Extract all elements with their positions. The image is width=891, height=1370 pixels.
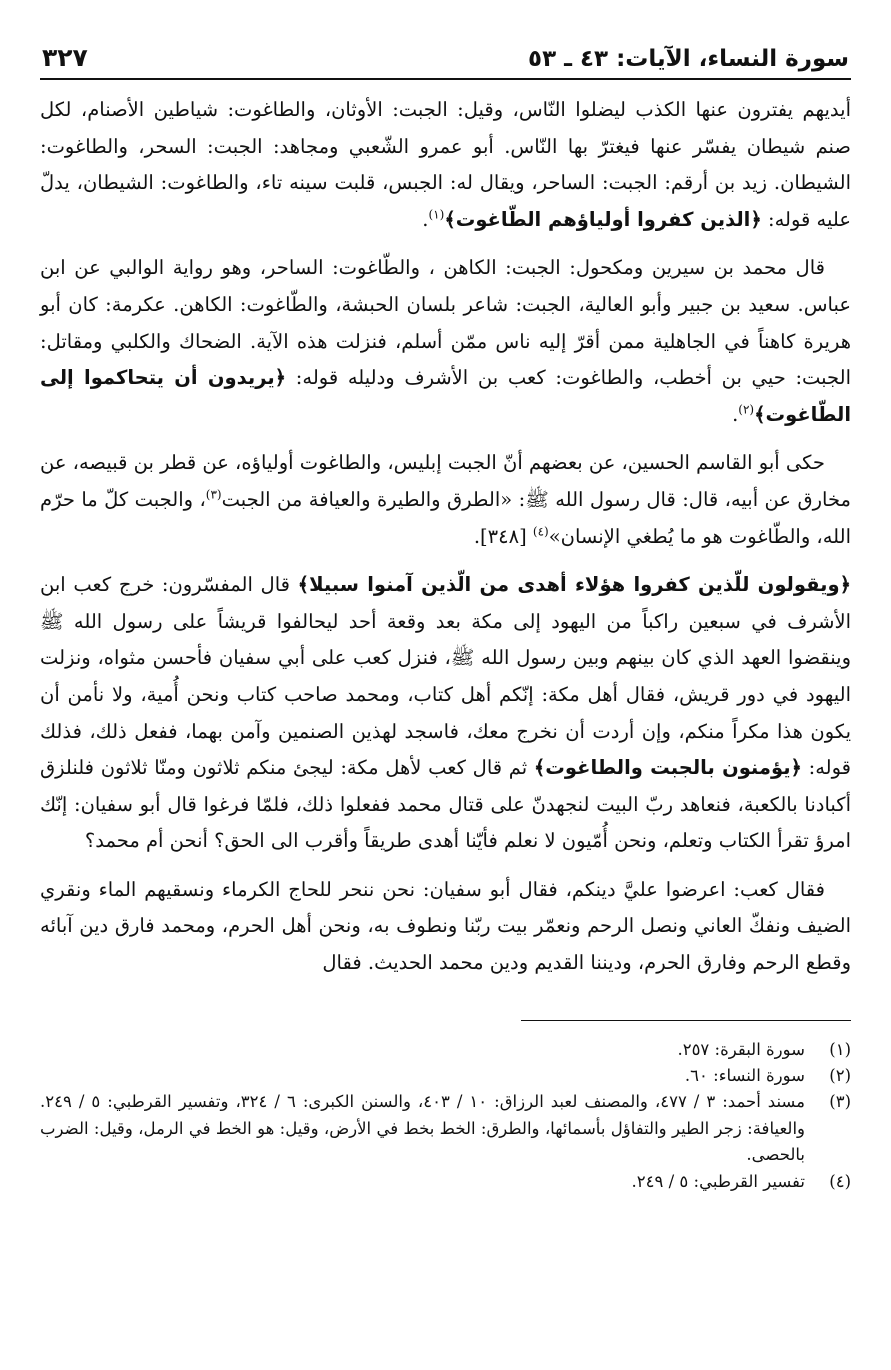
paragraph-5 [40,872,851,982]
footnote [40,1089,851,1168]
quran-quote: ﴿ويقولون للّذين كفروا هؤلاء أهدى من الّذين آمنوا سبيلا﴾ [297,573,852,597]
footnote [40,1063,851,1089]
footnote-number: (٤) [829,1171,851,1191]
paragraph-text: فقال كعب: اعرضوا عليَّ دينكم، فقال أبو سفيان: نحن ننحر للحاج الكرماء ونسقيهم الماء ونقري الضيف ونفكّ العاني ونصل الرحم ونعمّر بيت ربّنا ونطوف به، ونحن أهل الحرم، ومحمد فارق دين آبائه وقطع الرحم وفارق الحرم، وديننا القديم ودين محمد الحديث. فقال [40,877,851,975]
footnote-number: (١) [829,1039,851,1059]
quran-quote: ﴿يؤمنون بالجبت والطاغوت﴾ [533,756,802,780]
quran-quote: ﴿يريدون أن يتحاكموا إلى الطّاغوت﴾ [40,366,851,426]
page-body [40,92,851,982]
running-title: سورة النساء، الآيات: ٤٣ ـ ٥٣ [528,46,849,72]
page-header [40,28,851,80]
footnote-number: (٣) [829,1092,851,1112]
paragraph-1 [40,92,851,238]
quran-quote: ﴿الذين كفروا أولياؤهم الطّاغوت﴾ [444,207,762,231]
footnotes [40,1037,851,1195]
footnote [40,1037,851,1063]
footnote-ref: (٣) [205,487,222,502]
footnote-ref: (٢) [738,402,755,417]
paragraph-text: [٣٤٨]. [473,524,533,548]
footnote-text: سورة النساء: ٦٠. [684,1066,805,1086]
paragraph-4 [40,567,851,860]
paragraph-text: . [422,207,429,231]
footnote-text: تفسير القرطبي: ٥ / ٢٤٩. [631,1171,805,1191]
paragraph-2 [40,250,851,433]
footnote-divider [521,1020,851,1021]
footnote-text: مسند أحمد: ٣ / ٤٧٧، والمصنف لعبد الرزاق: ١٠ / ٤٠٣، والسنن الكبرى: ٦ / ٣٢٤، وتفسير القرطبي: ٥ / ٢٤٩. والعيافة: زجر الطير والتفاؤل بأسمائها، والطرق: الخط بخط في الأرض، وقيل: هو الخط في الرمل، وقيل: الضرب بالحصى. [40,1092,805,1165]
footnote-ref: (٤) [532,524,549,539]
page-number: ٣٢٧ [42,43,88,72]
footnote-text: سورة البقرة: ٢٥٧. [677,1039,805,1059]
paragraph-text: . [732,402,739,426]
footnote [40,1169,851,1195]
paragraph-text: ثم قال كعب لأهل مكة: ليجئ منكم ثلاثون ومنّا ثلاثون فلنلزق أكبادنا بالكعبة، فنعاهد ربّ البيت لنجهدنّ على قتال محمد ففعلوا ذلك، فلمّا فرغوا قال أبو سفيان: إنّك امرؤ تقرأ الكتاب وتعلم، ونحن أُمّيون لا نعلم فأيّنا أهدى طريقاً وأقرب الى الحق؟ أنحن أم محمد؟ [40,756,851,853]
footnote-number: (٢) [829,1066,851,1086]
paragraph-text: قال محمد بن سيرين ومكحول: الجبت: الكاهن ، والطّاغوت: الساحر، وهو رواية الوالبي عن ابن عباس. سعيد بن جبير وأبو العالية، الجبت: شاعر بلسان الحبشة، والطّاغوت: الكاهن. عكرمة: كان أبو هريرة كاهناً في الجاهلية ممن أقرّ إليه ناس ممّن أسلم، فنزلت هذه الآية. الضحاك والكلبي ومقاتل: الجبت: حيي بن أخطب، والطاغوت: كعب بن الأشرف ودليله قوله: [40,256,851,390]
paragraph-text: أيديهم يفترون عنها الكذب ليضلوا النّاس، وقيل: الجبت: الأوثان، والطاغوت: شياطين الأصنام، لكل صنم شيطان يفسّر عنها فيغترّ بها النّاس. أبو عمرو الشّعبي ومجاهد: الجبت: السحر، والطاغوت: الشيطان. زيد بن أرقم: الجبت: الساحر، ويقال له: الجبس، قلبت سينه تاء، والطاغوت: الشيطان، يدلّ عليه قوله: [40,98,851,231]
paragraph-text: حكى أبو القاسم الحسين، عن بعضهم أنّ الجبت إبليس، والطاغوت أولياؤه، عن قطر بن قبيصه، عن مخارق عن أبيه، قال: قال رسول الله ﷺ: «الطرق والطيرة والعيافة من الجبت [40,451,851,511]
paragraph-text: قال المفسّرون: خرج كعب ابن الأشرف في سبعين راكباً من اليهود إلى مكة بعد وقعة أحد ليحالفوا قريشاً على رسول الله ﷺ وينقضوا العهد الذي كان بينهم وبين رسول الله ﷺ، فنزل كعب على أبي سفيان فأحسن مثواه، ونزلت اليهود في دور قريش، فقال أهل مكة: إنّكم أهل كتاب، ومحمد صاحب كتاب ونحن أُمية، ولا نأمن أن يكون هذا مكراً منكم، وإن أردت أن نخرج معك، فاسجد لهذين الصنمين وآمن بهما، ففعل ذلك، فذلك قوله: [40,573,852,780]
paragraph-text: ، والجبت كلّ ما حرّم الله، والطّاغوت هو ما يُطغي الإنسان» [40,487,851,548]
paragraph-3 [40,445,851,555]
footnote-ref: (١) [428,207,445,222]
